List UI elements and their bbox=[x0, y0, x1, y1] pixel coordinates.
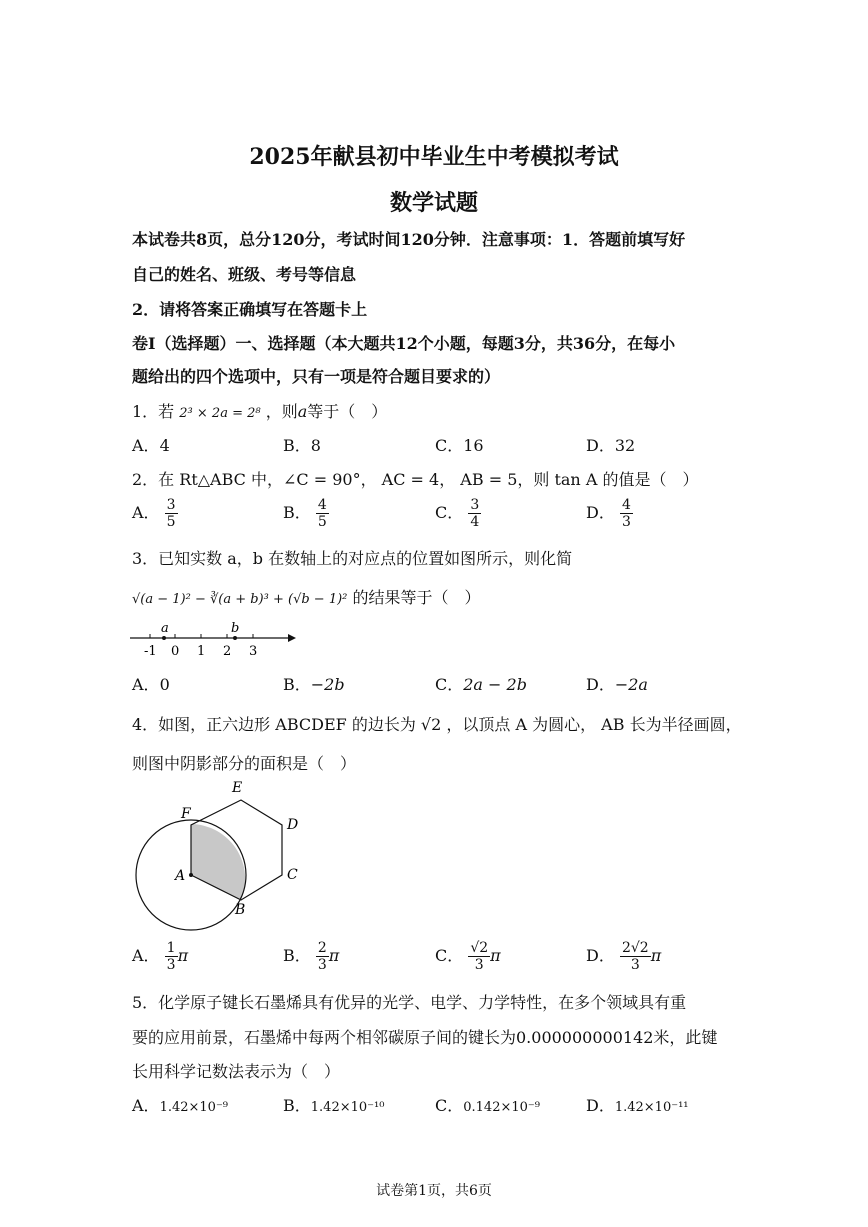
question-4-line-2: 则图中阴影部分的面积是（ ） bbox=[132, 754, 357, 773]
tick-label: 2 bbox=[223, 644, 232, 659]
option-text: 16 bbox=[463, 436, 484, 455]
q3-option-c[interactable] bbox=[435, 672, 527, 695]
option-letter: B． bbox=[283, 436, 311, 455]
instructions-line-1: 本试卷共8页，总分120分，考试时间120分钟．注意事项：1．答题前填写好 bbox=[132, 230, 686, 249]
option-letter: C． bbox=[435, 503, 464, 522]
question-1 bbox=[132, 399, 387, 422]
q5-option-b[interactable] bbox=[283, 1093, 384, 1116]
vertex-label-a: A bbox=[175, 868, 186, 884]
q3-tail: 的结果等于（ ） bbox=[352, 588, 481, 607]
fraction bbox=[468, 497, 481, 530]
question-2: 2．在 Rt△ABC 中，∠C = 90°， AC = 4， AB = 5，则 tan A 的值是（ ） bbox=[132, 470, 699, 489]
numerator: 2√2 bbox=[621, 940, 649, 956]
instructions-line-2: 自己的姓名、班级、考号等信息 bbox=[132, 265, 357, 284]
point-a-dot bbox=[162, 636, 166, 640]
option-text: 1.42×10⁻¹⁰ bbox=[310, 1100, 385, 1115]
q2-option-d[interactable] bbox=[586, 497, 633, 530]
tick-label: -1 bbox=[144, 644, 157, 659]
q4-option-d[interactable] bbox=[586, 940, 661, 973]
number-line-figure bbox=[128, 618, 298, 662]
option-text: 0.142×10⁻⁹ bbox=[463, 1100, 540, 1115]
fraction bbox=[165, 497, 178, 530]
point-b-dot bbox=[233, 636, 237, 640]
option-text: 2a − 2b bbox=[463, 675, 527, 694]
denominator: 4 bbox=[470, 514, 480, 530]
section-heading-line-2: 题给出的四个选项中，只有一项是符合题目要求的） bbox=[132, 367, 501, 386]
tick-label: 0 bbox=[171, 644, 180, 659]
center-a-dot bbox=[189, 873, 193, 877]
option-letter: B． bbox=[283, 503, 311, 522]
point-b-label: b bbox=[231, 621, 240, 636]
q2-option-a[interactable] bbox=[132, 497, 178, 530]
option-text: 1.42×10⁻⁹ bbox=[159, 1100, 229, 1115]
axis-arrow-icon bbox=[288, 634, 296, 642]
q3-expression-line bbox=[132, 585, 481, 608]
pi-symbol: π bbox=[490, 946, 501, 965]
q1-expression: 2³ × 2a = 2⁸ bbox=[179, 406, 261, 421]
q5-option-a[interactable] bbox=[132, 1093, 228, 1116]
denominator: 3 bbox=[630, 957, 640, 973]
fraction bbox=[620, 497, 633, 530]
denominator: 5 bbox=[317, 514, 327, 530]
denominator: 3 bbox=[474, 957, 484, 973]
pi-symbol: π bbox=[328, 946, 340, 965]
numerator: 4 bbox=[317, 497, 327, 513]
q1-option-c[interactable] bbox=[435, 433, 484, 456]
q4-option-a[interactable] bbox=[132, 940, 188, 973]
numerator: 4 bbox=[621, 497, 631, 513]
pi-symbol: π bbox=[650, 946, 662, 965]
option-letter: D． bbox=[586, 436, 615, 455]
numerator: √2 bbox=[470, 940, 489, 956]
fraction bbox=[165, 940, 178, 973]
question-3: 3．已知实数 a，b 在数轴上的对应点的位置如图所示，则化简 bbox=[132, 549, 573, 568]
option-text: −2b bbox=[310, 675, 345, 694]
q4-option-b[interactable] bbox=[283, 940, 339, 973]
pi-symbol: π bbox=[177, 946, 189, 965]
option-letter: A． bbox=[132, 503, 160, 522]
option-text: 1.42×10⁻¹¹ bbox=[614, 1100, 689, 1115]
option-text: 8 bbox=[310, 436, 321, 455]
q3-option-a[interactable] bbox=[132, 672, 170, 695]
point-a-label: a bbox=[161, 621, 169, 636]
q4-option-c[interactable] bbox=[435, 940, 501, 973]
fraction bbox=[620, 940, 651, 973]
q3-option-d[interactable] bbox=[586, 672, 648, 695]
q1-tail: ，则 bbox=[265, 402, 298, 421]
question-5-line-3: 长用科学记数法表示为（ ） bbox=[132, 1062, 341, 1081]
q2-option-b[interactable] bbox=[283, 497, 329, 530]
tick-label: 3 bbox=[249, 644, 258, 659]
numerator: 3 bbox=[166, 497, 176, 513]
option-letter: C． bbox=[435, 1096, 464, 1115]
option-text: 0 bbox=[159, 675, 170, 694]
question-4-line-1: 4．如图，正六边形 ABCDEF 的边长为 √2 ，以顶点 A 为圆心， AB 长为半径画圆， bbox=[132, 715, 742, 734]
option-letter: C． bbox=[435, 946, 464, 965]
fraction bbox=[468, 940, 490, 973]
question-5-line-2: 要的应用前景，石墨烯中每两个相邻碳原子间的键长为0.000000000142米，此键 bbox=[132, 1028, 718, 1047]
instructions-line-3: 2．请将答案正确填写在答题卡上 bbox=[132, 300, 368, 319]
vertex-label-f: F bbox=[181, 806, 191, 822]
option-letter: A． bbox=[132, 436, 160, 455]
option-letter: B． bbox=[283, 946, 311, 965]
question-5-line-1: 5．化学原子键长石墨烯具有优异的光学、电学、力学特性，在多个领域具有重 bbox=[132, 993, 687, 1012]
option-letter: A． bbox=[132, 946, 160, 965]
option-letter: C． bbox=[435, 436, 464, 455]
fraction bbox=[316, 497, 329, 530]
q1-option-b[interactable] bbox=[283, 433, 321, 456]
q5-option-d[interactable] bbox=[586, 1093, 689, 1116]
hexagon-circle-figure bbox=[130, 776, 320, 936]
option-text: −2a bbox=[614, 675, 648, 694]
q1-option-a[interactable] bbox=[132, 433, 170, 456]
vertex-label-b: B bbox=[235, 902, 246, 918]
option-letter: D． bbox=[586, 503, 615, 522]
fraction bbox=[316, 940, 329, 973]
vertex-label-c: C bbox=[287, 867, 298, 883]
section-heading-line-1: 卷I（选择题）一、选择题（本大题共12个小题，每题3分，共36分，在每小 bbox=[132, 334, 676, 353]
q1-option-d[interactable] bbox=[586, 433, 635, 456]
option-letter: B． bbox=[283, 675, 311, 694]
option-letter: B． bbox=[283, 1096, 311, 1115]
denominator: 3 bbox=[621, 514, 631, 530]
vertex-label-e: E bbox=[232, 780, 243, 796]
numerator: 2 bbox=[317, 940, 327, 956]
vertex-label-d: D bbox=[287, 817, 299, 833]
denominator: 5 bbox=[166, 514, 176, 530]
option-text: 32 bbox=[614, 436, 636, 455]
q5-option-c[interactable] bbox=[435, 1093, 540, 1116]
denominator: 3 bbox=[317, 957, 327, 973]
q3-option-b[interactable] bbox=[283, 672, 345, 695]
page-footer: 试卷第1页，共6页 bbox=[376, 1183, 492, 1199]
option-letter: D． bbox=[586, 946, 615, 965]
q1-variable: a bbox=[297, 402, 308, 421]
page-subtitle: 数学试题 bbox=[389, 190, 478, 216]
q1-tail-2: 等于（ ） bbox=[307, 402, 388, 421]
numerator: 1 bbox=[166, 940, 176, 956]
option-text: 4 bbox=[159, 436, 170, 455]
option-letter: D． bbox=[586, 1096, 615, 1115]
option-letter: D． bbox=[586, 675, 615, 694]
q1-number: 1．若 bbox=[132, 402, 175, 421]
denominator: 3 bbox=[166, 957, 176, 973]
q3-expression: √(a − 1)² − ∛(a + b)³ + (√b − 1)² bbox=[132, 592, 348, 607]
option-letter: C． bbox=[435, 675, 464, 694]
page-title: 2025年献县初中毕业生中考模拟考试 bbox=[249, 144, 619, 170]
tick-label: 1 bbox=[197, 644, 206, 659]
numerator: 3 bbox=[470, 497, 480, 513]
option-letter: A． bbox=[132, 1096, 160, 1115]
option-letter: A． bbox=[132, 675, 160, 694]
q2-option-c[interactable] bbox=[435, 497, 481, 530]
